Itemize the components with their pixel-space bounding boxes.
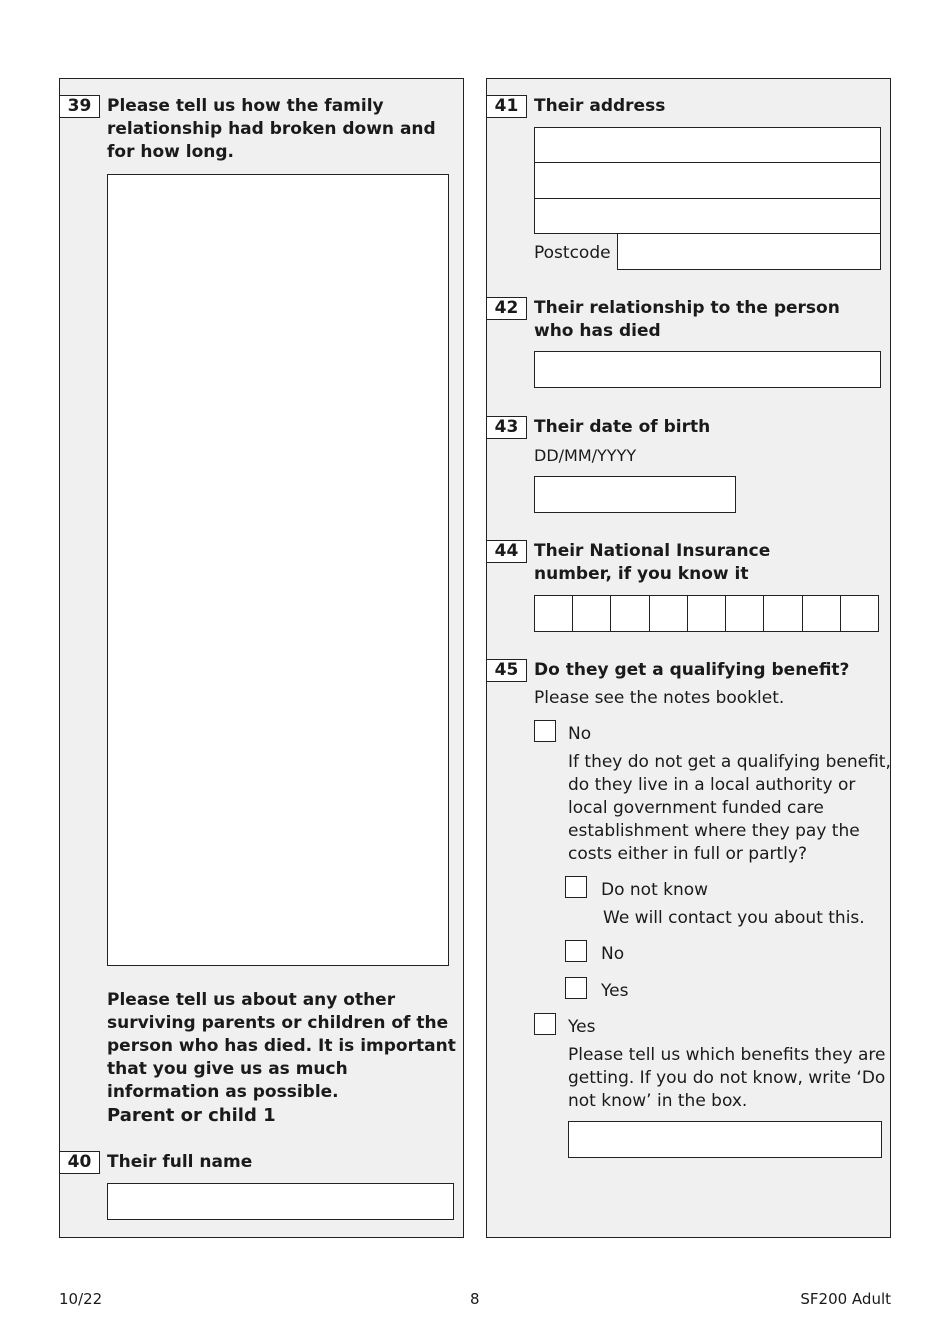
care-do-not-know-checkbox[interactable] (565, 876, 587, 898)
left-form-panel (59, 78, 464, 1238)
care-yes-label: Yes (601, 981, 629, 1001)
question-number-39: 39 (60, 95, 100, 118)
footer-page-number: 8 (470, 1290, 480, 1308)
benefit-yes-checkbox[interactable] (534, 1013, 556, 1035)
other-relatives-intro: Please tell us about any other surviving parents or children of the person who has died. It is important that you give us as much information as possible. (107, 990, 456, 1102)
question-39-title: Please tell us how the family relationship had broken down and for how long. (107, 96, 436, 162)
question-43-title: Their date of birth (534, 417, 711, 437)
address-line-3-input[interactable] (535, 199, 880, 233)
benefit-no-label: No (568, 724, 592, 744)
full-name-input[interactable] (107, 1183, 454, 1220)
ni-character-cell[interactable] (764, 596, 802, 631)
address-line-1-input[interactable] (535, 128, 880, 163)
ni-character-cell[interactable] (650, 596, 688, 631)
ni-character-cell[interactable] (688, 596, 726, 631)
ni-character-cell[interactable] (803, 596, 841, 631)
right-form-panel (486, 78, 891, 1238)
benefit-yes-label: Yes (568, 1017, 596, 1037)
question-number-40: 40 (60, 1151, 100, 1174)
ni-character-cell[interactable] (535, 596, 573, 631)
question-40-title: Their full name (107, 1152, 253, 1172)
question-42-title: Their relationship to the person who has died (534, 298, 840, 341)
question-number-41: 41 (487, 95, 527, 118)
postcode-label: Postcode (534, 243, 611, 263)
national-insurance-input (534, 595, 879, 632)
benefit-no-checkbox[interactable] (534, 720, 556, 742)
address-box (534, 127, 881, 234)
footer-date: 10/22 (59, 1290, 103, 1308)
address-line-2-input[interactable] (535, 163, 880, 198)
contact-you-note: We will contact you about this. (603, 908, 865, 928)
question-number-45: 45 (487, 659, 527, 682)
question-number-44: 44 (487, 540, 527, 563)
care-establishment-question: If they do not get a qualifying benefit, do they live in a local authority or local government funded care establishment where they pay the costs either in full or partly? (568, 752, 891, 864)
question-45-title: Do they get a qualifying benefit? (534, 660, 850, 680)
question-44-title: Their National Insurance number, if you know it (534, 541, 771, 584)
ni-character-cell[interactable] (841, 596, 878, 631)
question-41-title: Their address (534, 96, 666, 116)
care-yes-checkbox[interactable] (565, 977, 587, 999)
relationship-input[interactable] (534, 351, 881, 388)
postcode-input[interactable] (617, 233, 881, 270)
footer-form-code: SF200 Adult (800, 1290, 891, 1308)
ni-character-cell[interactable] (611, 596, 649, 631)
care-no-checkbox[interactable] (565, 940, 587, 962)
care-do-not-know-label: Do not know (601, 880, 709, 900)
relationship-breakdown-textarea[interactable] (107, 174, 449, 966)
question-number-42: 42 (487, 297, 527, 320)
which-benefits-instruction: Please tell us which benefits they are getting. If you do not know, write ‘Do not know’ in the box. (568, 1045, 886, 1111)
notes-booklet-note: Please see the notes booklet. (534, 688, 785, 708)
ni-character-cell[interactable] (726, 596, 764, 631)
ni-character-cell[interactable] (573, 596, 611, 631)
parent-or-child-1-heading: Parent or child 1 (107, 1105, 276, 1126)
benefits-input[interactable] (568, 1121, 882, 1158)
question-number-43: 43 (487, 416, 527, 439)
date-format-hint: DD/MM/YYYY (534, 446, 637, 465)
care-no-label: No (601, 944, 625, 964)
date-of-birth-input[interactable] (534, 476, 736, 513)
